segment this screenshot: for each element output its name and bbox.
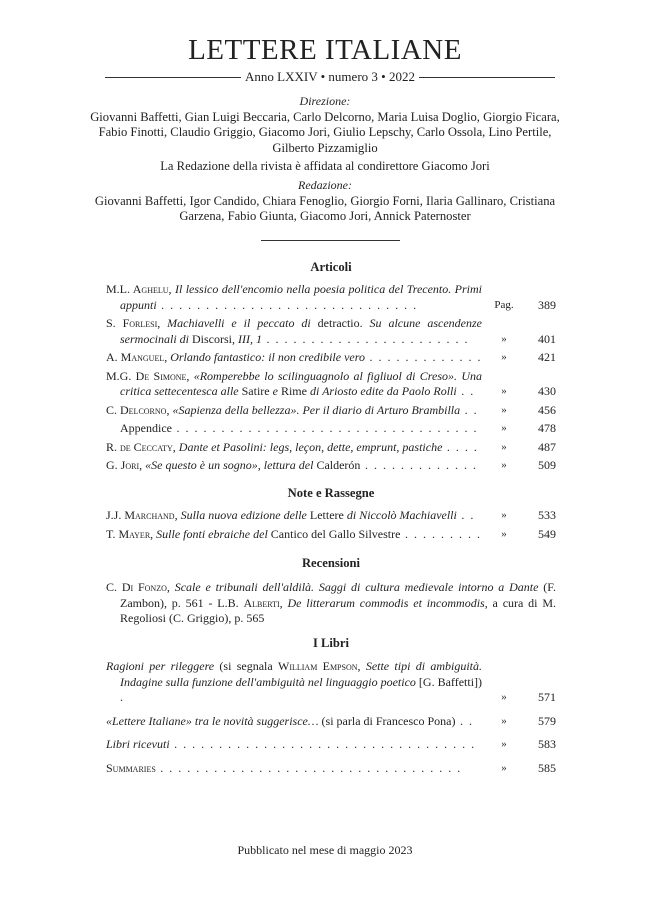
page-number: 478 (538, 421, 556, 435)
entry-author: C. Di Fonzo, (106, 580, 170, 594)
section-libri: I Libri (312, 636, 350, 650)
page-number: 401 (538, 331, 556, 346)
leader-dots: . . . . . . . . . . . . . . . . . . . . . . . . . . . . . . . . . . (171, 421, 478, 435)
toc-entry[interactable] (106, 282, 556, 313)
page-mark: » (501, 332, 507, 345)
leader-dots: . . . . . . . . . . . . . . . . . . . . . . . . . . . . . . . . . . (169, 737, 476, 751)
section-articoli: Articoli (310, 260, 352, 274)
leader-dots: . . (456, 508, 475, 522)
toc-entry[interactable] (106, 714, 556, 730)
page-mark: » (501, 422, 507, 434)
page-number: 533 (538, 508, 556, 522)
leader-dots: . . . . . . . . . (400, 526, 482, 541)
entry-author: T. Mayer, (106, 526, 154, 541)
page-number: 430 (538, 384, 556, 398)
entry-author: Alberti, (243, 595, 283, 610)
direzione-names: Giovanni Baffetti, Gian Luigi Beccaria, Carlo Delcorno, Maria Luisa Doglio, Giorgio Ficara, Fabio Finotti, Claudio Griggio, Giacomo Jori, Giulio Lepschy, Carlo Ossola, Lino Pertile, Gilberto Pizzamiglio (90, 109, 560, 155)
page-number: 509 (538, 458, 556, 472)
journal-title: LETTERE ITALIANE (188, 34, 462, 66)
entry-title: «Sapienza della bellezza». Per il diario di Arturo Brambilla (172, 402, 461, 417)
leader-dots: . . . . . . . . . . . . . (364, 350, 482, 364)
page-mark: » (501, 509, 507, 521)
entry-title-cont: , III, 1 (232, 331, 262, 346)
entry-title: Sulla nuova edizione delle (180, 508, 307, 522)
toc-entry[interactable] (106, 659, 556, 706)
entry-note: [G. Baffetti]) (418, 674, 483, 689)
entry-title-roman: detractio. (317, 316, 363, 330)
toc-entry[interactable] (106, 527, 556, 543)
entry-title: Ragioni per rileggere (106, 659, 215, 673)
page-mark: » (501, 738, 507, 750)
entry-title: «Romperebbe lo scilinguagnolo al figliuol di Creso». Una critica settecentesca alle (120, 368, 482, 398)
entry-title-cont: di Niccolò Machiavelli (346, 508, 457, 522)
toc-entry[interactable] (106, 737, 556, 753)
toc-entry[interactable] (106, 403, 556, 419)
issue-rule-left (105, 77, 241, 78)
entry-title: Scale e tribunali dell'aldilà. Saggi di cultura medievale intorno a Dante (174, 580, 539, 594)
entry-title: Libri ricevuti (106, 737, 170, 751)
note-list (106, 508, 556, 542)
recensioni-list (106, 580, 556, 627)
redazione-names: Giovanni Baffetti, Igor Candido, Chiara Fenoglio, Giorgio Forni, Ilaria Gallinaro, Cristiana Garzena, Fabio Giunta, Giacomo Jori, Annick Paternoster (94, 193, 556, 223)
page-mark: » (501, 440, 507, 453)
leader-dots: . (120, 690, 125, 704)
toc-entry[interactable] (106, 508, 556, 524)
entry-reviewer: , a cura di M. Regoliosi (C. Griggio), p. 565 (120, 595, 557, 625)
toc-entry[interactable] (106, 458, 556, 474)
toc-entry[interactable] (106, 440, 556, 456)
entry-title-cont: Su alcune ascendenze sermocinali di (120, 316, 482, 346)
page-number: 549 (538, 526, 556, 541)
entry-author: C. Delcorno, (106, 402, 170, 417)
entry-author: William Empson, (278, 659, 361, 673)
page-mark: » (501, 459, 507, 471)
section-note: Note e Rassegne (287, 486, 375, 500)
entry-title: Sette tipi di ambiguità. Indagine sulla funzione dell'ambiguità nel linguaggio poetico (120, 659, 483, 689)
entry-note: (si parla di Francesco Pona) (321, 713, 456, 728)
toc-entry[interactable] (106, 421, 556, 437)
direzione-label: Direzione: (299, 94, 351, 108)
entry-title: Il lessico dell'encomio nella poesia politica del Trecento. Primi appunti (120, 282, 483, 312)
toc-entry[interactable] (106, 350, 556, 366)
leader-dots: . . . . . . . . . . . . . . . . . . . . . . . (262, 331, 469, 346)
page-mark: » (501, 403, 507, 416)
entry-note: (si segnala (219, 659, 273, 673)
entry-title-roman: Discorsi (192, 331, 232, 346)
entry-title-roman: Satire (241, 384, 270, 398)
entry-title-roman: Cantico del Gallo Silvestre (270, 526, 401, 541)
page-mark: Pag. (494, 298, 514, 311)
entry-author: R. de Ceccaty, (106, 439, 176, 454)
page-mark: » (501, 385, 507, 397)
issue-info: Anno LXXIV • numero 3 • 2022 (245, 69, 415, 84)
leader-dots: . . (460, 402, 479, 417)
leader-dots: . . . . . . . . . . . . . . . . . . . . . . . . . . . . . (156, 297, 418, 312)
entry-title-cont: e (272, 384, 278, 398)
entry-title-cont: di Ariosto edite da Paolo Rolli (309, 384, 457, 398)
entry-title-roman: Calderón (316, 458, 361, 472)
toc-entry[interactable] (106, 316, 556, 347)
page-mark: » (501, 527, 507, 540)
issue-rule-right (419, 77, 555, 78)
entry-title: Sulle fonti ebraiche del (156, 526, 268, 541)
page-number: 571 (538, 690, 556, 704)
page-number: 389 (538, 297, 556, 312)
page-number: 585 (538, 760, 556, 775)
page-mark: » (501, 691, 507, 703)
page-mark: » (501, 714, 507, 727)
page-mark: » (501, 761, 507, 774)
leader-dots: . . . . . . . . . . . . . . . . . . . . . . . . . . . . . . . . . . (155, 760, 462, 775)
entry-title-roman: Rime (280, 384, 307, 398)
entry-reviewer: (F. Zambon), p. 561 - L.B. (120, 580, 557, 610)
redazione-note: La Redazione della rivista è affidata al condirettore Giacomo Jori (160, 159, 490, 173)
entry-author: J.J. Marchand, (106, 508, 178, 522)
entry-title: Machiavelli e il peccato di (167, 316, 311, 330)
entry-title: Appendice (120, 421, 172, 435)
leader-dots: . . . . . . . . . . . . . (360, 458, 478, 472)
page-number: 583 (538, 737, 556, 751)
separator-rule (261, 240, 400, 241)
entry-author: G. Jori, (106, 458, 143, 472)
entry-author: A. Manguel, (106, 350, 168, 364)
page-number: 579 (538, 713, 556, 728)
redazione-label: Redazione: (298, 178, 352, 192)
leader-dots: . . (455, 713, 474, 728)
leader-dots: . . (456, 384, 475, 398)
toc-entry[interactable] (106, 369, 556, 400)
entry-title-roman: Lettere (309, 508, 344, 522)
issue-line (105, 69, 555, 85)
entry-author: M.L. Aghelu, (106, 282, 172, 296)
entry-author: M.G. De Simone, (106, 368, 190, 383)
direzione-block (90, 94, 560, 156)
entry-title: «Lettere Italiane» tra le novità suggerisce… (106, 713, 319, 728)
page-mark: » (501, 351, 507, 363)
page-number: 487 (538, 439, 556, 454)
entry-title: Orlando fantastico: il non credibile vero (170, 350, 365, 364)
entry-title: Summaries (106, 760, 156, 775)
page-number: 456 (538, 402, 556, 417)
libri-list (106, 659, 556, 776)
leader-dots: . . . . (442, 439, 479, 454)
section-recensioni: Recensioni (301, 556, 361, 570)
entry-title: «Se questo è un sogno», lettura del (145, 458, 314, 472)
redazione-block (90, 178, 560, 225)
toc-entry[interactable] (106, 761, 556, 777)
entry-title: Dante et Pasolini: legs, leçon, dette, emprunt, pastiche (178, 439, 443, 454)
toc-entry[interactable] (106, 580, 556, 627)
publication-note: Pubblicato nel mese di maggio 2023 (237, 843, 413, 857)
page-number: 421 (538, 350, 556, 364)
articoli-list (106, 282, 556, 474)
entry-title: De litterarum commodis et incommodis (287, 595, 485, 610)
entry-author: S. Forlesi, (106, 316, 161, 330)
